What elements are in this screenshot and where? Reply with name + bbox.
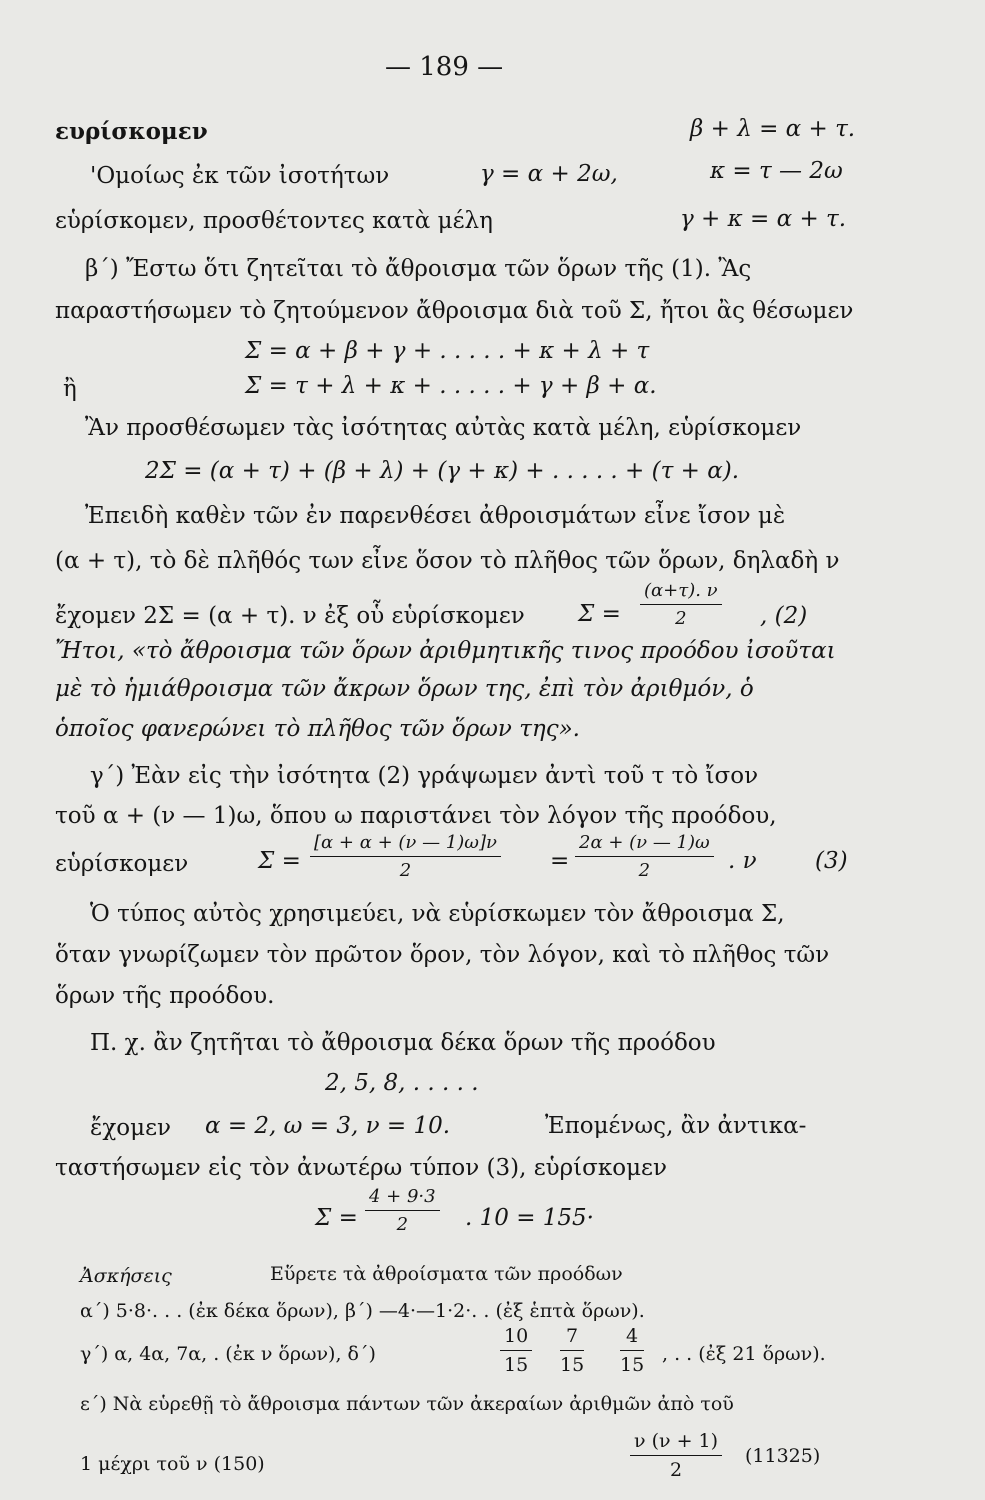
text-line: ὁποῖος φανερώνει τὸ πλῆθος τῶν ὅρων της».: [55, 716, 580, 742]
equation-number: (3): [815, 848, 848, 874]
text-line: Ἂν προσθέσωμεν τὰς ἰσότητας αὐτὰς κατὰ μέλη, εὑρίσκομεν: [85, 415, 802, 441]
text-line: γ΄) Ἐὰν εἰς τὴν ἰσότητα (2) γράψωμεν ἀντὶ τοῦ τ τὸ ἴσον: [90, 763, 759, 789]
equation: Σ = α + β + γ + . . . . . + κ + λ + τ: [245, 338, 650, 364]
fraction: [575, 832, 714, 881]
text-line: Π. χ. ἂν ζητῆται τὸ ἄθροισμα δέκα ὅρων τῆς προόδου: [90, 1030, 716, 1056]
text-line: ἔχομεν 2Σ = (α + τ). ν ἐξ οὗ εὑρίσκομεν: [55, 603, 525, 629]
text-line: (α + τ), τὸ δὲ πλῆθός των εἶνε ὅσον τὸ πλῆθος τῶν ὅρων, δηλαδὴ ν: [55, 548, 840, 574]
fraction: [500, 1325, 532, 1376]
fraction-denominator: 2: [669, 1459, 683, 1481]
text-line: ἢ: [63, 376, 77, 402]
text-line: ὅταν γνωρίζωμεν τὸν πρῶτον ὅρον, τὸν λόγον, καὶ τὸ πλῆθος τῶν: [55, 942, 830, 968]
text-line: ε΄) Νὰ εὑρεθῇ τὸ ἄθροισμα πάντων τῶν ἀκεραίων ἀριθμῶν ἀπὸ τοῦ: [80, 1393, 734, 1415]
exercises-heading: Ἀσκήσεις: [80, 1265, 172, 1287]
text-line: τοῦ α + (ν — 1)ω, ὅπου ω παριστάνει τὸν λόγον τῆς προόδου,: [55, 803, 777, 829]
equation-number: , (2): [760, 603, 808, 629]
fraction-denominator: 2: [399, 860, 412, 881]
text-line: α΄) 5·8·. . . (ἐκ δέκα ὅρων), β΄) —4·—1·2·. . (ἐξ ἑπτὰ ὅρων).: [80, 1300, 645, 1322]
fraction: [620, 1325, 644, 1376]
text-line: 'Ομοίως ἐκ τῶν ἰσοτήτων: [90, 163, 390, 189]
fraction-numerator: 4: [620, 1325, 644, 1351]
page-number: — 189 —: [385, 52, 504, 82]
fraction-numerator: 2α + (ν — 1)ω: [575, 832, 714, 857]
answer: (11325): [745, 1445, 821, 1467]
fraction: [365, 1186, 440, 1235]
text-line: , . . (ἐξ 21 ὅρων).: [662, 1343, 826, 1365]
equation: 2Σ = (α + τ) + (β + λ) + (γ + κ) + . . . . . + (τ + α).: [145, 458, 740, 484]
equation: γ + κ = α + τ.: [680, 206, 847, 232]
fraction-numerator: (α+τ). ν: [640, 580, 722, 605]
text-line: Ἤτοι, «τὸ ἄθροισμα τῶν ὅρων ἀριθμητικῆς τινος προόδου ἰσοῦται: [55, 638, 836, 664]
equation: . 10 = 155·: [465, 1205, 594, 1231]
equation: κ = τ — 2ω: [710, 158, 843, 184]
fraction-denominator: 2: [638, 860, 651, 881]
text-line: εὑρίσκομεν, προσθέτοντες κατὰ μέλη: [55, 208, 493, 234]
fraction-numerator: [α + α + (ν — 1)ω]ν: [310, 832, 501, 857]
text-line: ὅρων τῆς προόδου.: [55, 983, 275, 1009]
text-line: Ἐπειδὴ καθὲν τῶν ἐν παρενθέσει ἀθροισμάτων εἶνε ἴσον μὲ: [85, 503, 786, 529]
fraction-numerator: ν (ν + 1): [630, 1430, 722, 1456]
fraction: [310, 832, 501, 881]
text-line: β΄) Ἔστω ὅτι ζητεῖται τὸ ἄθροισμα τῶν ὅρων τῆς (1). Ἂς: [85, 256, 752, 282]
text-line: ευρίσκομεν: [55, 118, 208, 145]
text-line: ταστήσωμεν εἰς τὸν ἀνωτέρω τύπον (3), εὑρίσκομεν: [55, 1155, 667, 1181]
equation: . ν: [728, 848, 757, 874]
text-line: ἔχομεν: [90, 1115, 171, 1141]
equation: Σ =: [258, 848, 301, 874]
text-line: παραστήσωμεν τὸ ζητούμενον ἄθροισμα διὰ τοῦ Σ, ἤτοι ἂς θέσωμεν: [55, 298, 854, 324]
equation: α = 2, ω = 3, ν = 10.: [205, 1113, 451, 1139]
text-line: μὲ τὸ ἡμιάθροισμα τῶν ἄκρων ὅρων της, ἐπὶ τὸν ἀριθμόν, ὁ: [55, 676, 754, 702]
fraction-denominator: 15: [560, 1354, 585, 1376]
fraction-denominator: 2: [675, 608, 687, 629]
fraction-numerator: 7: [560, 1325, 584, 1351]
fraction: [560, 1325, 584, 1376]
text-line: εὑρίσκομεν: [55, 851, 189, 877]
fraction-denominator: 2: [396, 1214, 409, 1235]
equation: Σ =: [315, 1205, 358, 1231]
equation: 2, 5, 8, . . . . .: [325, 1070, 479, 1096]
fraction-numerator: 10: [500, 1325, 532, 1351]
text-line: Ἐπομένως, ἂν ἀντικα-: [545, 1113, 807, 1139]
fraction-denominator: 15: [504, 1354, 529, 1376]
fraction: [630, 1430, 722, 1481]
equation: β + λ = α + τ.: [690, 116, 856, 142]
equation: γ = α + 2ω,: [480, 161, 618, 187]
text-line: 1 μέχρι τοῦ ν (150): [80, 1453, 265, 1475]
equation: =: [550, 848, 570, 874]
fraction: [640, 580, 722, 629]
equation: Σ = τ + λ + κ + . . . . . + γ + β + α.: [245, 373, 657, 399]
fraction-numerator: 4 + 9·3: [365, 1186, 440, 1211]
equation: Σ =: [578, 601, 621, 627]
text-line: γ΄) α, 4α, 7α, . (ἐκ ν ὅρων), δ΄): [80, 1343, 376, 1365]
fraction-denominator: 15: [620, 1354, 645, 1376]
text-line: Εὕρετε τὰ ἀθροίσματα τῶν προόδων: [270, 1263, 623, 1285]
text-line: Ὁ τύπος αὐτὸς χρησιμεύει, νὰ εὑρίσκωμεν τὸν ἄθροισμα Σ,: [90, 901, 785, 927]
